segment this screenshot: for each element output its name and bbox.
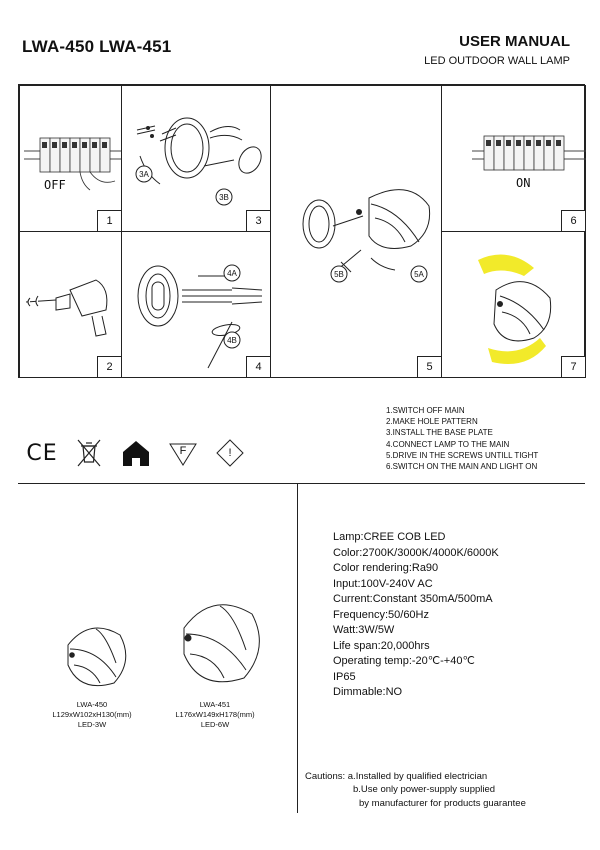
step-text: 5.DRIVE IN THE SCREWS UNTILL TIGHT	[386, 450, 539, 460]
caution-line: Cautions: a.Installed by qualified electrician	[305, 771, 488, 782]
lwa-451-lamp-illustration	[172, 590, 272, 690]
spec-line: Watt:3W/5W	[333, 624, 395, 636]
step-number: 4	[246, 356, 270, 377]
class-ii-house-icon	[120, 437, 152, 469]
panel-3	[121, 85, 271, 232]
step-text: 6.SWITCH ON THE MAIN AND LIGHT ON	[386, 462, 538, 472]
panel-7	[441, 231, 586, 378]
product-dimensions: L129xW102xH130(mm)	[52, 710, 132, 719]
spec-line: Dimmable:NO	[333, 686, 403, 698]
specifications-list	[333, 530, 499, 701]
product-model: LWA-451	[199, 700, 231, 709]
ce-mark-icon: CE	[26, 440, 58, 466]
spec-line: Operating temp:-20℃-+40℃	[333, 655, 475, 667]
panel-5	[270, 85, 442, 378]
step-number: 1	[97, 210, 121, 231]
section-divider	[18, 483, 585, 484]
installation-steps	[386, 405, 538, 472]
callout-5b: 5B	[334, 270, 344, 279]
caution-diamond-icon: !	[214, 437, 246, 469]
step-number: 6	[561, 210, 585, 231]
panel-2	[19, 231, 122, 378]
off-label: OFF	[44, 178, 66, 192]
cautions-block	[305, 770, 526, 810]
caution-line: b.Use only power-supply supplied	[353, 784, 496, 796]
step-text: 4.CONNECT LAMP TO THE MAIN	[386, 439, 510, 449]
screw-lamp-illustration	[271, 86, 443, 379]
step-text: 2.MAKE HOLE PATTERN	[386, 417, 478, 427]
column-divider	[297, 483, 298, 813]
spec-line: Lamp:CREE COB LED	[333, 531, 446, 543]
model-title: LWA-450 LWA-451	[22, 37, 172, 56]
product-dimensions: L176xW149xH178(mm)	[175, 710, 255, 719]
lwa-451-caption	[160, 700, 270, 730]
callout-4b: 4B	[227, 336, 237, 345]
panel-6	[441, 85, 586, 232]
panel-4	[121, 231, 271, 378]
step-number: 7	[561, 356, 585, 377]
callout-5a: 5A	[414, 270, 424, 279]
product-model: LWA-450	[76, 700, 108, 709]
callout-3a: 3A	[139, 170, 149, 179]
spec-line: Input:100V-240V AC	[333, 577, 433, 590]
caution-line: by manufacturer for products guarantee	[359, 797, 526, 809]
spec-line: IP65	[333, 670, 356, 683]
panel-1	[19, 85, 122, 232]
certification-marks	[26, 436, 246, 470]
lwa-450-lamp-illustration	[58, 615, 138, 695]
f-mark-icon: F	[167, 437, 199, 469]
manual-subtitle: LED OUTDOOR WALL LAMP	[424, 55, 570, 67]
step-text: 1.SWITCH OFF MAIN	[386, 406, 465, 415]
spec-line: Color:2700K/3000K/4000K/6000K	[333, 546, 499, 559]
step-number: 3	[246, 210, 270, 231]
step-number: 2	[97, 356, 121, 377]
spec-line: Current:Constant 350mA/500mA	[333, 593, 493, 605]
spec-line: Life span:20,000hrs	[333, 639, 430, 652]
callout-3b: 3B	[219, 193, 229, 202]
step-number: 5	[417, 356, 441, 377]
step-text: 3.INSTALL THE BASE PLATE	[386, 428, 493, 438]
product-power: LED-6W	[200, 720, 230, 729]
installation-diagram-grid	[18, 84, 585, 378]
callout-4a: 4A	[227, 269, 237, 278]
on-label: ON	[516, 176, 531, 190]
spec-line: Frequency:50/60Hz	[333, 608, 429, 621]
weee-bin-icon	[73, 437, 105, 469]
spec-line: Color rendering:Ra90	[333, 562, 439, 574]
product-power: LED-3W	[77, 720, 107, 729]
lwa-450-caption	[42, 700, 142, 730]
manual-title: USER MANUAL	[459, 33, 570, 50]
